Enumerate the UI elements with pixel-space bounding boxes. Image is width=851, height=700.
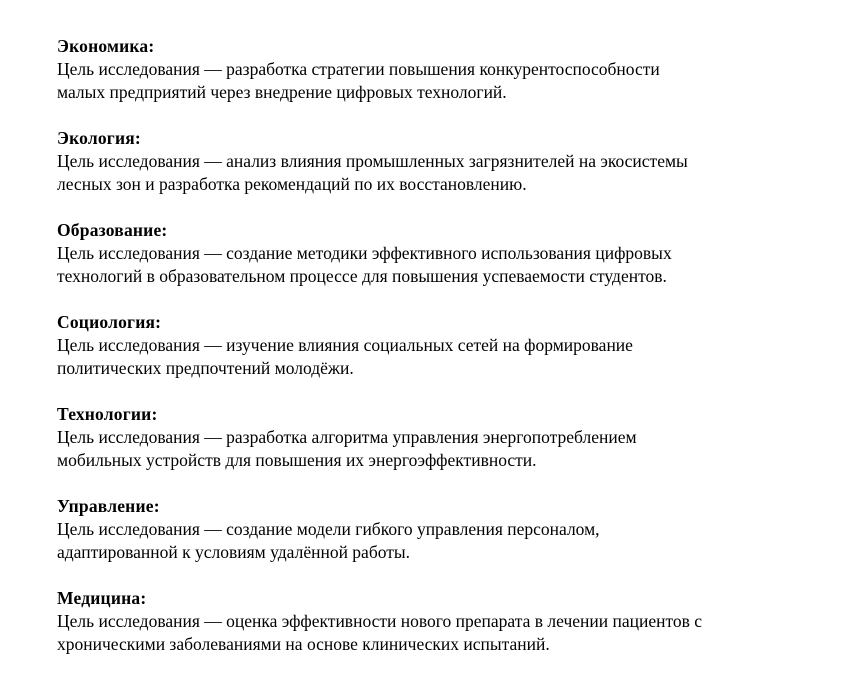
section-text (57, 334, 837, 380)
section-ecology (57, 127, 837, 196)
text-line: хроническими заболеваниями на основе клинических испытаний. (57, 634, 550, 654)
section-management (57, 495, 837, 564)
text-line: адаптированной к условиям удалённой работы. (57, 542, 411, 562)
section-title: Медицина: (57, 588, 147, 608)
section-title: Образование: (57, 220, 168, 240)
section-education (57, 219, 837, 288)
text-line: технологий в образовательном процессе для повышения успеваемости студентов. (57, 266, 667, 286)
section-text (57, 610, 837, 656)
section-title: Экология: (57, 128, 141, 148)
section-title: Технологии: (57, 404, 158, 424)
section-title: Социология: (57, 312, 162, 332)
text-line: мобильных устройств для повышения их энергоэффективности. (57, 450, 537, 470)
text-line: Цель исследования — анализ влияния промышленных загрязнителей на экосистемы (57, 151, 688, 171)
text-line: малых предприятий через внедрение цифровых технологий. (57, 82, 507, 102)
text-line: Цель исследования — создание методики эффективного использования цифровых (57, 243, 672, 263)
text-line: Цель исследования — разработка алгоритма управления энергопотреблением (57, 427, 637, 447)
text-line: Цель исследования — создание модели гибкого управления персоналом, (57, 519, 600, 539)
text-line: Цель исследования — изучение влияния социальных сетей на формирование (57, 335, 633, 355)
text-line: Цель исследования — разработка стратегии повышения конкурентоспособности (57, 59, 660, 79)
section-text (57, 426, 837, 472)
section-economics (57, 35, 837, 104)
section-technology (57, 403, 837, 472)
text-line: Цель исследования — оценка эффективности нового препарата в лечении пациентов с (57, 611, 703, 631)
section-medicine (57, 587, 837, 656)
section-sociology (57, 311, 837, 380)
section-title: Экономика: (57, 36, 155, 56)
document-page (57, 35, 837, 679)
section-text (57, 58, 837, 104)
text-line: политических предпочтений молодёжи. (57, 358, 354, 378)
section-title: Управление: (57, 496, 160, 516)
section-text (57, 150, 837, 196)
section-text (57, 242, 837, 288)
section-text (57, 518, 837, 564)
text-line: лесных зон и разработка рекомендаций по их восстановлению. (57, 174, 527, 194)
